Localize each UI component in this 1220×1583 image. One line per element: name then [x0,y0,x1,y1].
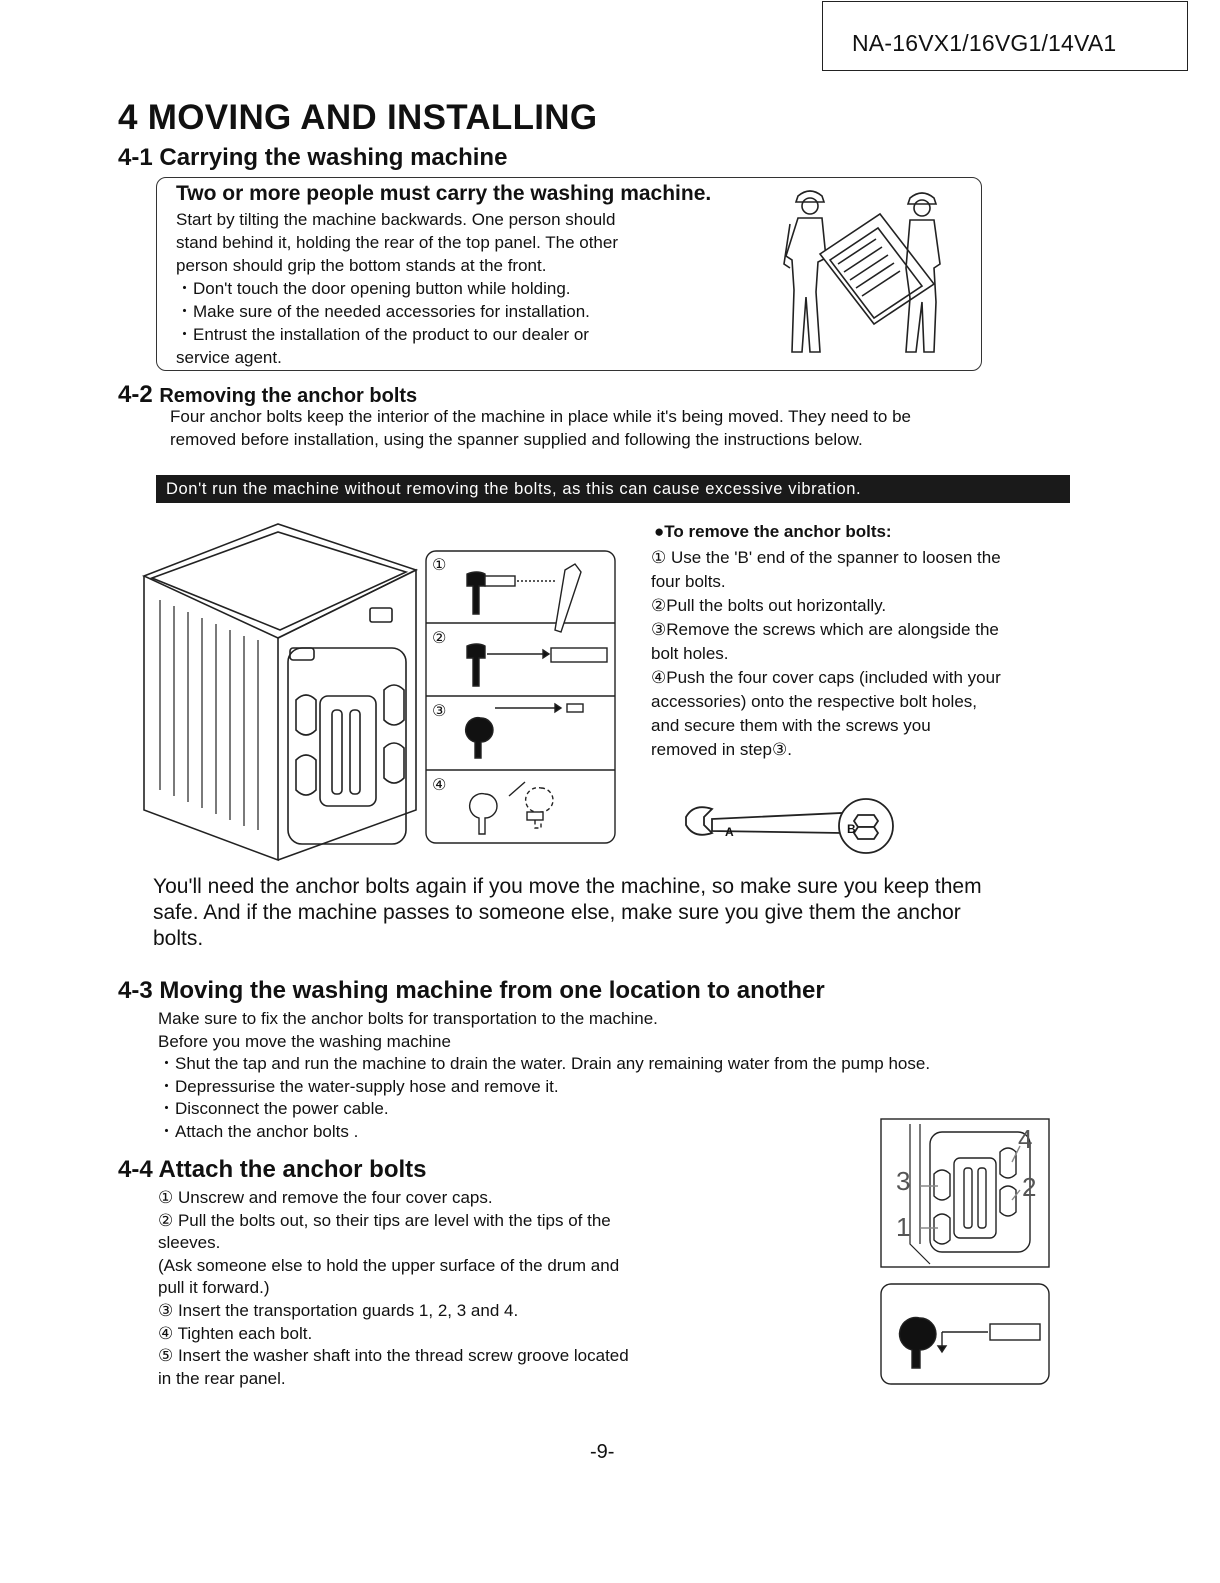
moving-line: ・Depressurise the water-supply hose and remove it. [158,1076,559,1096]
carry-instructions [176,208,618,369]
heading-4-3: 4-3 Moving the washing machine from one location to another [118,977,825,1004]
panel-label-2: ② [432,630,447,647]
panel-label-1: ① [432,557,447,574]
machine-rear-illustration [140,520,425,865]
model-number: NA-16VX1/16VG1/14VA1 [852,30,1117,56]
moving-line: ・Attach the anchor bolts . [158,1121,359,1141]
carry-line: stand behind it, holding the rear of the top panel. The other [176,233,618,252]
step-line: ④Push the four cover caps (included with your [651,668,1001,687]
panel-label-4: ④ [432,777,447,794]
heading-4-2-number: 4-2 [118,381,153,408]
vibration-warning: Don't run the machine without removing the bolts, as this can cause excessive vibration. [156,475,1070,503]
carry-line: service agent. [176,348,282,367]
attach-line: (Ask someone else to hold the upper surface of the drum and [158,1255,620,1275]
anchor-intro [170,405,911,451]
step-line: bolt holes. [651,644,729,663]
heading-4-2-text: Removing the anchor bolts [159,385,418,407]
carry-box-title: Two or more people must carry the washing machine. [176,182,712,205]
step-line: accessories) onto the respective bolt holes, [651,692,978,711]
step-line: ②Pull the bolts out horizontally. [651,596,887,615]
attach-instructions [158,1187,629,1390]
carrying-illustration [780,184,950,364]
note-line: bolts. [153,927,204,950]
page-number: -9- [590,1441,615,1463]
section-title: 4 MOVING AND INSTALLING [118,98,598,137]
carry-line: Start by tilting the machine backwards. One person should [176,210,616,229]
moving-instructions [158,1008,930,1144]
attach-line: ⑤ Insert the washer shaft into the thread screw groove located [158,1346,629,1366]
bolt-position-3: 3 [896,1166,911,1196]
intro-line: Four anchor bolts keep the interior of the machine in place while it's being moved. They need to be [170,407,911,426]
heading-4-1: 4-1 Carrying the washing machine [118,144,508,171]
keep-bolts-note [153,874,982,952]
carry-line: person should grip the bottom stands at the front. [176,256,547,275]
step-line: ③Remove the screws which are alongside the [651,620,999,639]
attach-line: sleeves. [158,1233,221,1253]
moving-line: ・Disconnect the power cable. [158,1099,389,1119]
spanner-end-b: B [847,822,856,836]
step-line: removed in step③. [651,740,792,759]
spanner-end-a: A [725,825,734,839]
attach-line: in the rear panel. [158,1368,286,1388]
steps-title: ●To remove the anchor bolts: [654,522,892,541]
carry-line: ・Make sure of the needed accessories for installation. [176,302,590,321]
attach-line: ③ Insert the transportation guards 1, 2, 3 and 4. [158,1300,519,1320]
carry-line: ・Don't touch the door opening button while holding. [176,279,571,298]
removal-steps [651,546,1001,762]
bolt-position-4: 4 [1018,1124,1033,1154]
bolt-position-1: 1 [896,1212,911,1242]
spanner-icon [682,797,898,859]
step-line: and secure them with the screws you [651,716,931,735]
moving-line: Make sure to fix the anchor bolts for transportation to the machine. [158,1009,658,1028]
heading-4-4: 4-4 Attach the anchor bolts [118,1156,427,1183]
bolt-removal-panels [425,550,617,845]
step-line: ① Use the 'B' end of the spanner to loosen the [651,548,1001,567]
intro-line: removed before installation, using the spanner supplied and following the instructions below. [170,430,863,449]
bolt-position-diagram [880,1118,1052,1388]
panel-label-3: ③ [432,703,447,720]
attach-line: ① Unscrew and remove the four cover caps. [158,1188,493,1207]
step-line: four bolts. [651,572,726,591]
moving-line: ・Shut the tap and run the machine to drain the water. Drain any remaining water from the pump hose. [158,1054,931,1074]
bolt-position-2: 2 [1022,1172,1037,1202]
attach-line: pull it forward.) [158,1278,270,1298]
carry-line: ・Entrust the installation of the product to our dealer or [176,325,589,344]
moving-line: Before you move the washing machine [158,1031,451,1051]
attach-line: ② Pull the bolts out, so their tips are level with the tips of the [158,1210,611,1230]
note-line: safe. And if the machine passes to someone else, make sure you give them the anchor [153,901,961,924]
attach-line: ④ Tighten each bolt. [158,1323,313,1343]
note-line: You'll need the anchor bolts again if you move the machine, so make sure you keep them [153,875,982,898]
